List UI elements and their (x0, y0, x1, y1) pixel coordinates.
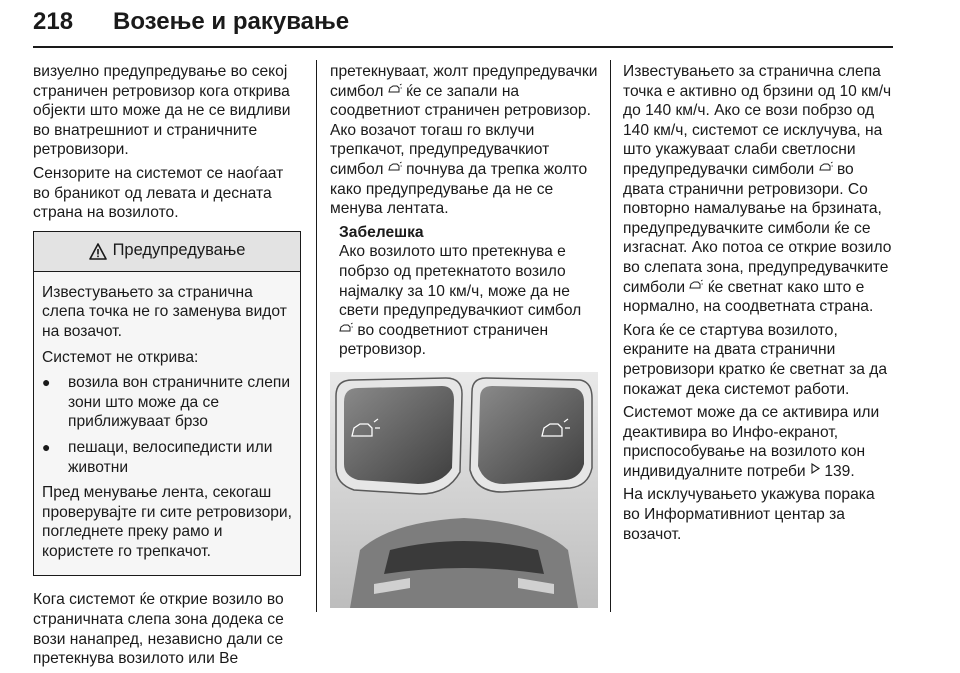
page-header (33, 6, 893, 46)
page-reference[interactable]: 139. (824, 462, 855, 480)
text-run: ќе светнат како што е нормално, на соодветната страна. (623, 278, 874, 316)
text-run: Ако возилото што претекнува е побрзо од претекнатото возило најмалку за 10 км/ч, може да не свети предупредувачкиот симбол (339, 243, 582, 320)
mirror-illustration-svg (330, 372, 598, 608)
warning-header (34, 232, 300, 272)
warning-triangle-icon (89, 243, 107, 260)
chapter-title: Возење и ракување (113, 8, 350, 35)
left-mirror (336, 378, 462, 494)
note-box (330, 223, 598, 360)
warning-paragraph: Пред менување лента, секогаш проверувајте ги сите ретровизори, погледнете преку рамо и користете го трепкачот. (42, 484, 292, 560)
paragraph (623, 62, 895, 317)
paragraph: Кога системот ќе открие возило во страничната слепа зона додека се вози нанапред, независно дали се претекнува возилото или Ве (33, 591, 284, 668)
warning-body (34, 272, 300, 576)
warning-title: Предупредување (112, 241, 246, 260)
paragraph: Сензорите на системот се наоѓаат во браникот од левата и десната страна на возилото. (33, 164, 284, 222)
warning-paragraph: Системот не открива: (42, 348, 199, 366)
warning-paragraph: Известувањето за странична слепа точка не го заменува видот на возачот. (42, 283, 287, 340)
right-mirror (470, 378, 592, 492)
text-run: во соодветниот страничен ретровизор. (339, 321, 549, 359)
column-1 (33, 62, 301, 673)
paragraph (623, 403, 895, 481)
list-item (42, 438, 292, 477)
list-item-text: пешаци, велосипедисти или животни (68, 438, 273, 476)
arrow-triangle-icon[interactable] (810, 463, 820, 474)
blind-spot-car-icon (339, 322, 353, 333)
paragraph: Кога ќе се стартува возилото, екраните на двата странични ретровизори кратко ќе светнат за да покажат дека системот работи. (623, 321, 888, 398)
note-title: Забелешка (339, 223, 424, 241)
text-run: во двата странични ретровизори. Со повторно намалување на брзината, предупредувачките симболи ќе се изгаснат. Ако потоа се открие возило во слепата зона, предупредувачките симболи (623, 160, 892, 296)
blind-spot-car-icon (388, 161, 402, 172)
column-divider-2 (610, 60, 611, 612)
blind-spot-car-icon (388, 83, 402, 94)
column-2 (330, 62, 598, 608)
page-number: 218 (33, 8, 74, 35)
list-item-text: возила вон страничните слепи зони што може да се приближуваат брзо (68, 374, 291, 431)
bullet-icon: ● (42, 374, 51, 391)
note-text (339, 242, 598, 360)
paragraph (330, 62, 598, 219)
blind-spot-car-icon (819, 161, 833, 172)
paragraph: визуелно предупредување во секој страничен ретровизор кога открива објекти што може да не се видливи во внатрешниот и страничните ретровизори. (33, 63, 291, 159)
text-run: Известувањето за странична слепа точка е активно од брзини од 10 км/ч до 140 км/ч. Ако се вози побрзо од 140 км/ч, системот се исклучува, на што укажуваат слаби светлосни предупредувачки симболи (623, 63, 892, 178)
text-run: почнува да трепка жолто како предупредување да не се менува лентата. (330, 160, 588, 218)
list-item (42, 373, 292, 432)
paragraph: На исклучувањето укажува порака во Информативниот центар за возачот. (623, 486, 875, 543)
header-rule (33, 46, 893, 48)
blind-spot-car-icon (689, 279, 703, 290)
text-run: ќе се запали на соодветниот страничен ретровизор. Ако возачот тогаш го вклучи трепкачот, предупредувачкиот симбол (330, 82, 591, 178)
text-run: Системот може да се активира или деактивира во Инфо-екранот, приспособување на возилото кон индивидуалните потреби (623, 404, 880, 480)
bullet-icon: ● (42, 438, 51, 455)
text-run: претекнуваат, жолт предупредувачки симбол (330, 63, 598, 100)
column-3 (623, 62, 895, 548)
warning-box (33, 231, 301, 577)
column-divider-1 (316, 60, 317, 612)
mirror-illustration (330, 372, 598, 608)
